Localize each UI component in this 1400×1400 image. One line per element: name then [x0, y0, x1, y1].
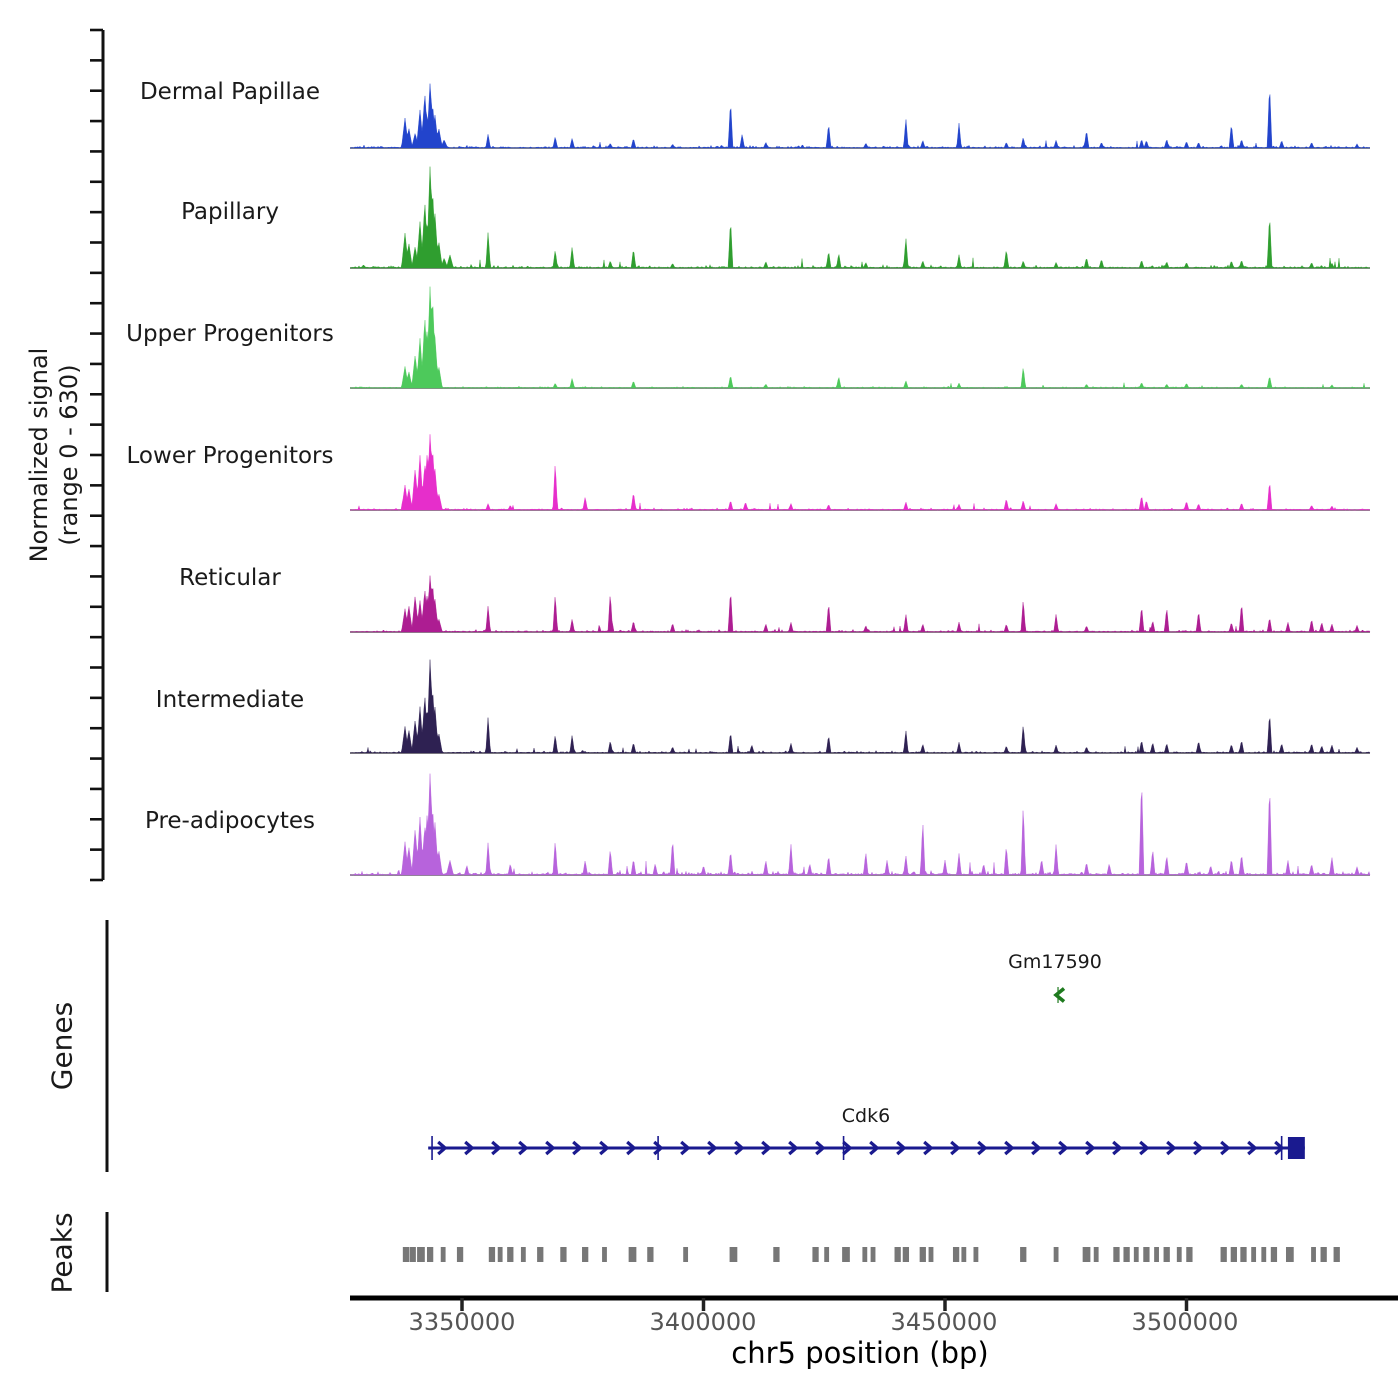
gene-strand-arrow-left — [1056, 989, 1064, 1002]
genes-section-label: Genes — [45, 1001, 79, 1091]
signal-area-papillary — [350, 167, 1370, 268]
peak-bar — [1020, 1247, 1026, 1262]
peak-bar — [441, 1247, 446, 1262]
peak-bar — [1143, 1247, 1149, 1262]
peak-bar — [629, 1247, 637, 1262]
peak-bar — [1261, 1247, 1266, 1262]
peak-bar — [560, 1247, 566, 1262]
signal-area-intermediate — [350, 660, 1370, 753]
track-label-upper-progenitors: Upper Progenitors — [126, 321, 334, 347]
peak-bar — [1113, 1247, 1119, 1262]
peak-bar — [602, 1247, 607, 1262]
signal-axis-title-line2: (range 0 - 630) — [55, 364, 83, 546]
x-tick-label: 3400000 — [649, 1308, 757, 1336]
peak-bar — [773, 1247, 779, 1262]
peak-bar — [1240, 1247, 1246, 1262]
peak-bar — [1164, 1247, 1170, 1262]
signal-area-lower-progenitors — [350, 434, 1370, 510]
peak-bar — [1123, 1247, 1129, 1262]
terminal-exon — [1288, 1137, 1305, 1159]
x-tick-label: 3500000 — [1131, 1308, 1239, 1336]
x-tick-label: 3450000 — [890, 1308, 998, 1336]
track-label-papillary: Papillary — [181, 199, 279, 225]
signal-axis-title — [24, 348, 84, 563]
peak-bar — [582, 1247, 588, 1262]
peak-bar — [1271, 1247, 1277, 1262]
peak-bar — [1321, 1247, 1327, 1262]
peak-bar — [1251, 1247, 1256, 1262]
peak-bar — [498, 1247, 503, 1262]
peak-bar — [403, 1247, 409, 1262]
peak-bar — [953, 1247, 959, 1262]
signal-area-reticular — [350, 576, 1370, 632]
peak-bar — [1134, 1247, 1139, 1262]
peak-bar — [537, 1247, 543, 1262]
x-tick-label: 3350000 — [408, 1308, 516, 1336]
peak-bar — [457, 1247, 463, 1262]
peak-bar — [427, 1247, 433, 1262]
peak-bar — [417, 1247, 425, 1262]
peak-bar — [1094, 1247, 1099, 1262]
peak-bar — [1311, 1247, 1316, 1262]
track-label-dermal-papillae: Dermal Papillae — [139, 79, 321, 105]
peak-bar — [1054, 1247, 1059, 1262]
peak-bar — [507, 1247, 513, 1262]
peak-bar — [521, 1247, 526, 1262]
signal-area-pre-adipocytes — [350, 774, 1370, 875]
gene-label-gm17590: Gm17590 — [1008, 951, 1102, 973]
peak-bar — [1186, 1247, 1192, 1262]
peak-bar — [961, 1247, 966, 1262]
peak-bar — [1334, 1247, 1340, 1262]
peak-bar — [973, 1247, 978, 1262]
signal-axis-title-line1: Normalized signal — [25, 347, 53, 563]
peak-bar — [1286, 1247, 1294, 1262]
peak-bar — [1083, 1247, 1091, 1262]
gene-label-cdk6: Cdk6 — [841, 1105, 891, 1127]
peak-bar — [1231, 1247, 1237, 1262]
peak-bar — [903, 1247, 909, 1262]
peak-bar — [647, 1247, 653, 1262]
track-label-reticular: Reticular — [179, 565, 281, 591]
peaks-section-label: Peaks — [45, 1212, 79, 1294]
peak-bar — [1177, 1247, 1182, 1262]
peak-bar — [824, 1247, 829, 1262]
peak-bar — [730, 1247, 738, 1262]
signal-area-upper-progenitors — [350, 287, 1370, 388]
peak-bar — [1221, 1247, 1227, 1262]
track-label-intermediate: Intermediate — [155, 687, 305, 713]
peak-bar — [410, 1247, 416, 1262]
peak-bar — [920, 1247, 926, 1262]
peak-bar — [489, 1247, 495, 1262]
peak-bar — [862, 1247, 867, 1262]
track-label-pre-adipocytes: Pre-adipocytes — [144, 808, 316, 834]
peak-bar — [871, 1247, 876, 1262]
peak-bar — [929, 1247, 934, 1262]
peak-bar — [1154, 1247, 1159, 1262]
peak-bar — [895, 1247, 901, 1262]
track-label-lower-progenitors: Lower Progenitors — [126, 443, 334, 469]
x-axis-title: chr5 position (bp) — [731, 1336, 989, 1370]
signal-area-dermal-papillae — [350, 84, 1370, 148]
peak-bar — [683, 1247, 688, 1262]
peak-bar — [842, 1247, 850, 1262]
peak-bar — [812, 1247, 818, 1262]
